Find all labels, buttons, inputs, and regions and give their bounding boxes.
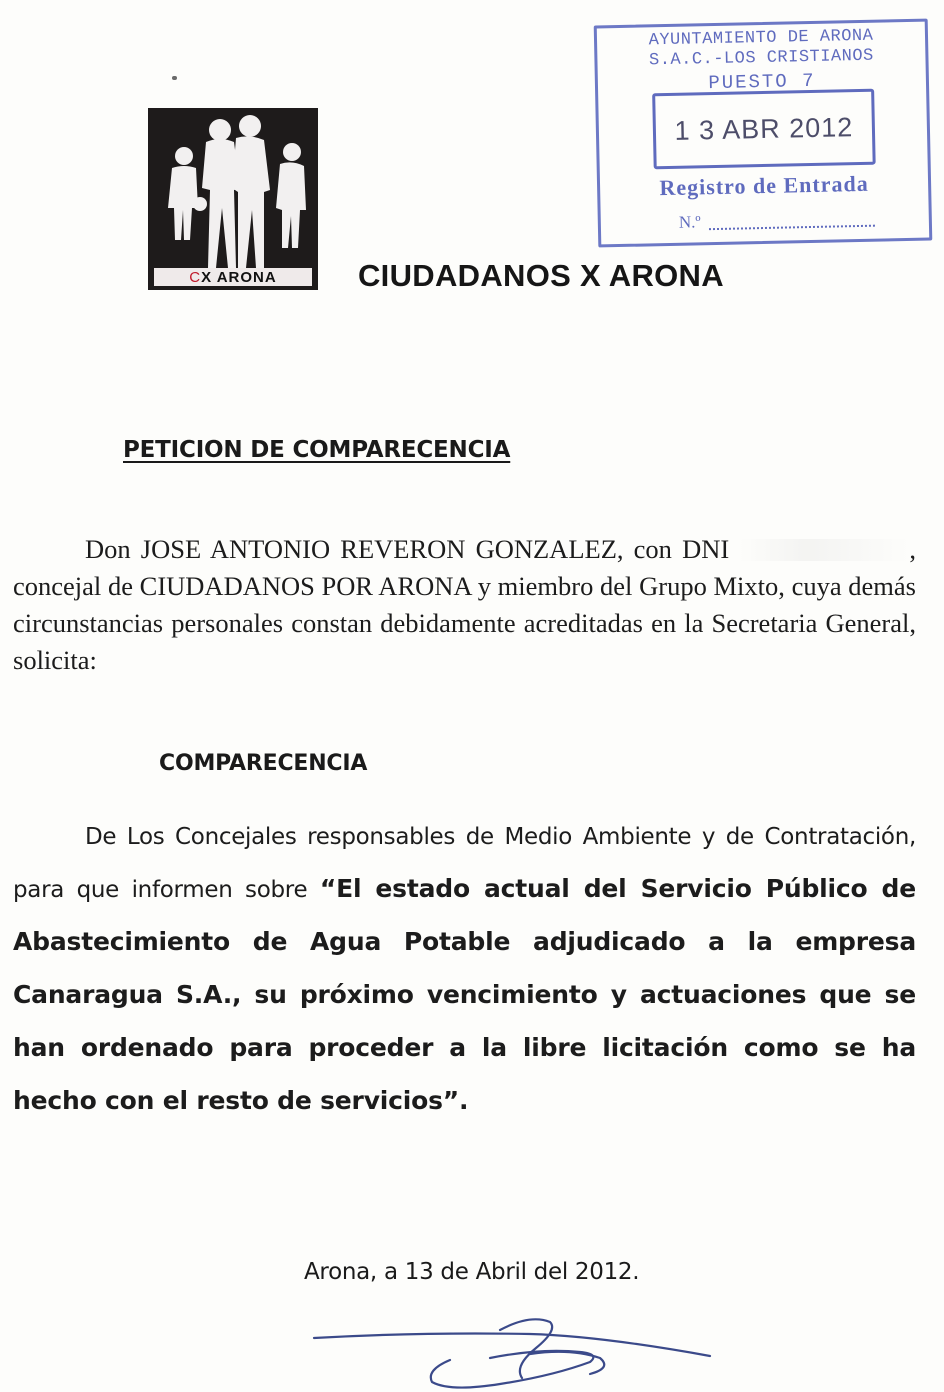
stamp-numero-label: N.º [678, 212, 701, 232]
logo-caption-text: X ARONA [201, 268, 277, 286]
stamp-date: 1 3 ABR 2012 [674, 111, 854, 146]
scan-speck [172, 76, 177, 80]
stamp-line-sac: S.A.C.-LOS CRISTIANOS [648, 46, 874, 71]
redacted-dni [739, 539, 909, 561]
document-heading: PETICION DE COMPARECENCIA [123, 437, 511, 463]
stamp-date-box [652, 89, 876, 170]
registration-stamp [594, 19, 933, 248]
place-and-date: Arona, a 13 de Abril del 2012. [304, 1259, 640, 1285]
comparecencia-paragraph [13, 812, 916, 1128]
petition-paragraph [13, 531, 916, 679]
stamp-registro: Registro de Entrada [659, 170, 869, 201]
cx-arona-logo [148, 108, 318, 290]
comparecencia-quote: “El estado actual del Servicio Público de Abastecimiento de Agua Potable adjudicado a la empresa Canaragua S.A., su próximo vencimiento y actuaciones que se han ordenado para proceder a la libre licitación como se ha hecho con el resto de servicios”. [13, 874, 916, 1115]
stamp-line-ayuntamiento: AYUNTAMIENTO DE ARONA [648, 26, 874, 51]
family-silhouette-icon [148, 108, 318, 290]
stamp-numero-line [709, 225, 875, 230]
logo-caption-c: C [189, 268, 202, 286]
comparecencia-intro: De Los Concejales responsables de Medio Ambiente y de Contratación, para que informen sobre [13, 824, 916, 903]
organization-title: CIUDADANOS X ARONA [358, 258, 724, 293]
stamp-line-puesto: PUESTO 7 [708, 69, 816, 95]
petition-rest: , concejal de CIUDADANOS POR ARONA y miembro del Grupo Mixto, cuya demás circunstancias personales constan debidamente acreditadas en la Secretaria General, solicita: [13, 534, 916, 675]
logo-caption [154, 268, 312, 286]
section-subheading: COMPARECENCIA [159, 751, 368, 776]
signature-icon [300, 1308, 720, 1392]
petition-line-1: Don JOSE ANTONIO REVERON GONZALEZ, con DNI [85, 534, 730, 564]
